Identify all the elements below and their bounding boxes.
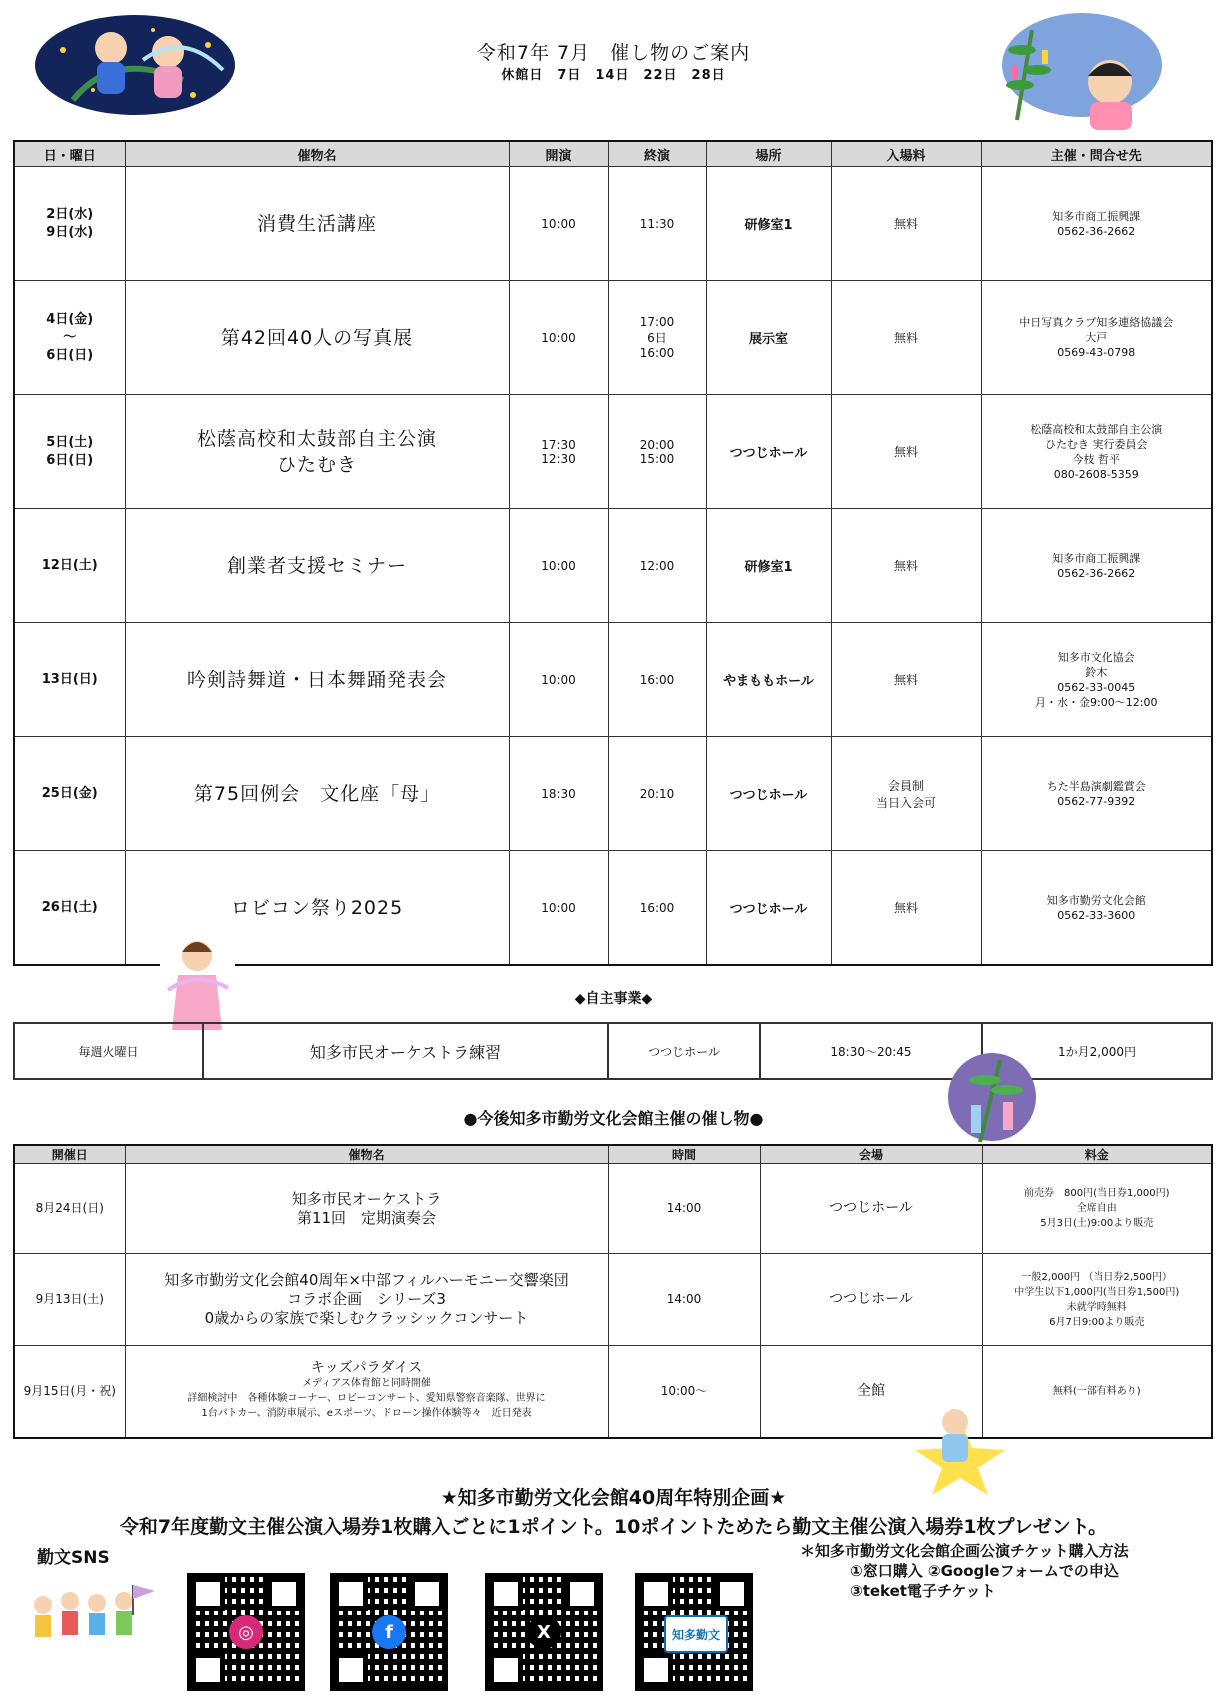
col-contact: 主催・問合せ先 (981, 141, 1212, 167)
kinbun-icon: 知多勤文 (664, 1615, 728, 1653)
ticket-method-1: ①窓口購入 ②Googleフォームでの申込 (850, 1562, 1119, 1580)
event-place: つつじホール (706, 395, 831, 509)
event-start: 10:00 (509, 509, 608, 623)
page-title: 令和7年 7月 催し物のご案内 (476, 42, 751, 64)
self-name: 知多市民オーケストラ練習 (203, 1023, 608, 1079)
event-date: 13日(日) (14, 623, 125, 737)
event-fee: 無料 (831, 623, 981, 737)
event-end: 20:10 (608, 737, 706, 851)
event-start: 18:30 (509, 737, 608, 851)
table-row (14, 1254, 1212, 1346)
ticket-method-2: ③teket電子チケット (850, 1582, 996, 1600)
event-place: 研修室1 (706, 509, 831, 623)
self-events-heading: ◆自主事業◆ (574, 991, 653, 1007)
table-row (14, 737, 1212, 851)
event-start: 10:00 (509, 167, 608, 281)
event-place: つつじホール (706, 737, 831, 851)
table-row (14, 167, 1212, 281)
event-start: 10:00 (509, 623, 608, 737)
future-fee: 前売券 800円(当日券1,000円) 全席自由 5月3日(土)9:00より販売 (982, 1164, 1212, 1254)
event-name: 創業者支援セミナー (125, 509, 509, 623)
col-start: 開演 (509, 141, 608, 167)
event-contact: 知多市文化協会 鈴木 0562-33-0045 月・水・金9:00～12:00 (981, 623, 1212, 737)
future-place: つつじホール (760, 1254, 982, 1346)
sns-label: 勤文SNS (37, 1548, 110, 1568)
facebook-icon: f (372, 1615, 406, 1649)
future-events-table (13, 1144, 1213, 1439)
table-row (14, 1346, 1212, 1438)
event-contact: 知多市勤労文化会館 0562-33-3600 (981, 851, 1212, 966)
event-start: 10:00 (509, 851, 608, 966)
col-future-name: 催物名 (125, 1145, 608, 1164)
instagram-qr-code[interactable] (187, 1573, 305, 1691)
ticket-info (800, 1541, 1129, 1601)
event-contact: ちた半島演劇鑑賞会 0562-77-9392 (981, 737, 1212, 851)
future-time: 14:00 (608, 1164, 760, 1254)
event-date: 12日(土) (14, 509, 125, 623)
col-end: 終演 (608, 141, 706, 167)
event-date: 4日(金) ～ 6日(日) (14, 281, 125, 395)
kinbun-qr-code[interactable] (635, 1573, 753, 1691)
table-row (14, 509, 1212, 623)
event-end: 12:00 (608, 509, 706, 623)
event-fee: 無料 (831, 281, 981, 395)
event-contact: 中日写真クラブ知多連絡協議会 大戸 0569-43-0798 (981, 281, 1212, 395)
future-place: 全館 (760, 1346, 982, 1438)
events-table (13, 140, 1213, 966)
table-row (14, 623, 1212, 737)
x-icon: X (527, 1615, 561, 1649)
event-end: 17:00 6日 16:00 (608, 281, 706, 395)
self-date: 毎週火曜日 (14, 1023, 203, 1079)
instagram-icon: ◎ (229, 1615, 263, 1649)
event-place: 展示室 (706, 281, 831, 395)
event-fee: 無料 (831, 509, 981, 623)
event-end: 16:00 (608, 623, 706, 737)
event-end: 11:30 (608, 167, 706, 281)
event-place: 研修室1 (706, 167, 831, 281)
future-name: キッズパラダイス メディアス体育館と同時開催 詳細検討中 各種体験コーナー、ロビーコンサート、愛知県警察音楽隊、世界に 1台パトカー、消防車展示、eスポーツ、ドローン操作体験等々 近日発表 (125, 1346, 608, 1438)
orihime-illustration (160, 930, 235, 1035)
hikoboshi-star-illustration (910, 1400, 1010, 1495)
self-place: つつじホール (608, 1023, 760, 1079)
event-date: 26日(土) (14, 851, 125, 966)
future-date: 8月24日(日) (14, 1164, 125, 1254)
events-table-header (14, 141, 1212, 167)
future-fee: 一般2,000円 （当日券2,500円） 中学生以下1,000円(当日券1,500円) 未就学時無料 6月7日9:00より販売 (982, 1254, 1212, 1346)
ticket-title: ＊知多市勤労文化会館企画公演チケット購入方法 (800, 1542, 1129, 1560)
event-start: 10:00 (509, 281, 608, 395)
event-name: 第42回40人の写真展 (125, 281, 509, 395)
future-fee: 無料(一部有料あり) (982, 1346, 1212, 1438)
event-contact: 知多市商工振興課 0562-36-2662 (981, 167, 1212, 281)
event-fee: 無料 (831, 851, 981, 966)
event-end: 16:00 (608, 851, 706, 966)
event-date: 5日(土) 6日(日) (14, 395, 125, 509)
x-qr-code[interactable] (485, 1573, 603, 1691)
future-date: 9月15日(月・祝) (14, 1346, 125, 1438)
event-contact: 知多市商工振興課 0562-36-2662 (981, 509, 1212, 623)
anniversary-banner: ★知多市勤労文化会館40周年特別企画★ (440, 1487, 787, 1509)
event-fee: 無料 (831, 167, 981, 281)
event-name: 松蔭高校和太鼓部自主公演 ひたむき (125, 395, 509, 509)
event-name: 吟剣詩舞道・日本舞踊発表会 (125, 623, 509, 737)
future-time: 10:00～ (608, 1346, 760, 1438)
event-end: 20:00 15:00 (608, 395, 706, 509)
event-place: やまももホール (706, 623, 831, 737)
kids-band-illustration (25, 1575, 160, 1655)
self-fee: 1か月2,000円 (982, 1023, 1212, 1079)
future-place: つつじホール (760, 1164, 982, 1254)
future-table-header (14, 1145, 1212, 1164)
col-future-fee: 料金 (982, 1145, 1212, 1164)
table-row (14, 1164, 1212, 1254)
col-future-place: 会場 (760, 1145, 982, 1164)
self-time: 18:30～20:45 (760, 1023, 982, 1079)
event-fee: 無料 (831, 395, 981, 509)
table-row (14, 395, 1212, 509)
event-contact: 松蔭高校和太鼓部自主公演 ひたむき 実行委員会 今枝 哲平 080-2608-5359 (981, 395, 1212, 509)
event-name: 第75回例会 文化座「母」 (125, 737, 509, 851)
point-campaign-text: 令和7年度勤文主催公演入場券1枚購入ごとに1ポイント。10ポイントためたら勤文主催公演入場券1枚プレゼント。 (119, 1516, 1108, 1538)
event-date: 2日(水) 9日(水) (14, 167, 125, 281)
event-start: 17:30 12:30 (509, 395, 608, 509)
col-future-date: 開催日 (14, 1145, 125, 1164)
col-date: 日・曜日 (14, 141, 125, 167)
future-name: 知多市勤労文化会館40周年×中部フィルハーモニー交響楽団 コラボ企画 シリーズ3 0歳からの家族で楽しむクラッシックコンサート (125, 1254, 608, 1346)
future-time: 14:00 (608, 1254, 760, 1346)
future-events-heading: ●今後知多市勤労文化会館主催の催し物● (463, 1109, 764, 1128)
bamboo-wish-illustration (945, 1050, 1040, 1145)
event-name: 消費生活講座 (125, 167, 509, 281)
col-name: 催物名 (125, 141, 509, 167)
event-place: つつじホール (706, 851, 831, 966)
event-fee: 会員制 当日入会可 (831, 737, 981, 851)
event-date: 25日(金) (14, 737, 125, 851)
table-row (14, 281, 1212, 395)
future-date: 9月13日(土) (14, 1254, 125, 1346)
future-name: 知多市民オーケストラ 第11回 定期演奏会 (125, 1164, 608, 1254)
col-place: 場所 (706, 141, 831, 167)
col-fee: 入場料 (831, 141, 981, 167)
col-future-time: 時間 (608, 1145, 760, 1164)
facebook-qr-code[interactable] (330, 1573, 448, 1691)
closed-days: 休館日 7日 14日 22日 28日 (501, 68, 726, 83)
event-name: ロビコン祭り2025 (125, 851, 509, 966)
